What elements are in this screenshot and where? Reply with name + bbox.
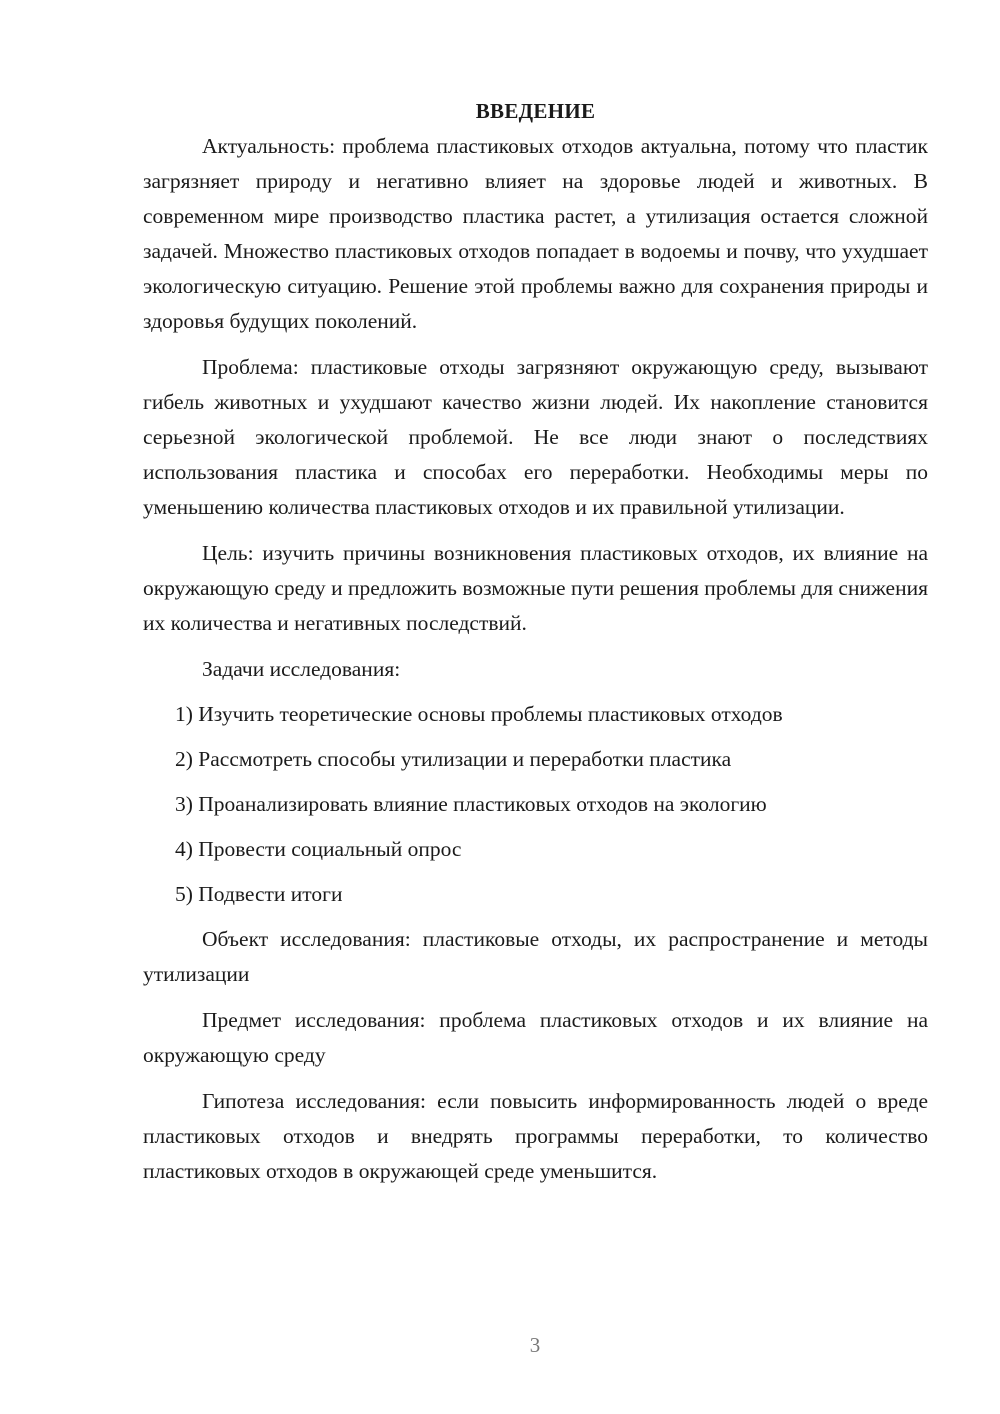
paragraph-subject: Предмет исследования: проблема пластиковых отходов и их влияние на окружающую среду (143, 1008, 928, 1067)
paragraph-object: Объект исследования: пластиковые отходы, их распространение и методы утилизации (143, 927, 928, 986)
paragraph-hypothesis: Гипотеза исследования: если повысить информированность людей о вреде пластиковых отходов и внедрять программы переработки, то количество пластиковых отходов в окружающей среде уменьшится. (143, 1089, 928, 1183)
document-page (143, 94, 928, 1200)
page-number: 3 (529, 1333, 541, 1357)
tasks-label: Задачи исследования: (202, 657, 401, 681)
paragraph-goal: Цель: изучить причины возникновения пластиковых отходов, их влияние на окружающую среду и предложить возможные пути решения проблемы для снижения их количества и негативных последствий. (143, 541, 928, 635)
task-item-4: 4) Провести социальный опрос (175, 837, 462, 861)
tasks-list (143, 697, 928, 912)
task-item-2: 2) Рассмотреть способы утилизации и переработки пластика (175, 747, 732, 771)
task-item-1: 1) Изучить теоретические основы проблемы пластиковых отходов (175, 702, 783, 726)
task-item-5: 5) Подвести итоги (175, 882, 343, 906)
page-title: ВВЕДЕНИЕ (475, 99, 596, 123)
paragraph-problem: Проблема: пластиковые отходы загрязняют окружающую среду, вызывают гибель животных и ухудшают качество жизни людей. Их накопление становится серьезной экологической проблемой. Не все люди знают о последствиях использования пластика и способах его переработки. Необходимы меры по уменьшению количества пластиковых отходов и их правильной утилизации. (143, 355, 928, 519)
paragraph-relevance: Актуальность: проблема пластиковых отходов актуальна, потому что пластик загрязняет природу и негативно влияет на здоровье людей и животных. В современном мире производство пластика растет, а утилизация остается сложной задачей. Множество пластиковых отходов попадает в водоемы и почву, что ухудшает экологическую ситуацию. Решение этой проблемы важно для сохранения природы и здоровья будущих поколений. (143, 134, 928, 333)
task-item-3: 3) Проанализировать влияние пластиковых отходов на экологию (175, 792, 767, 816)
